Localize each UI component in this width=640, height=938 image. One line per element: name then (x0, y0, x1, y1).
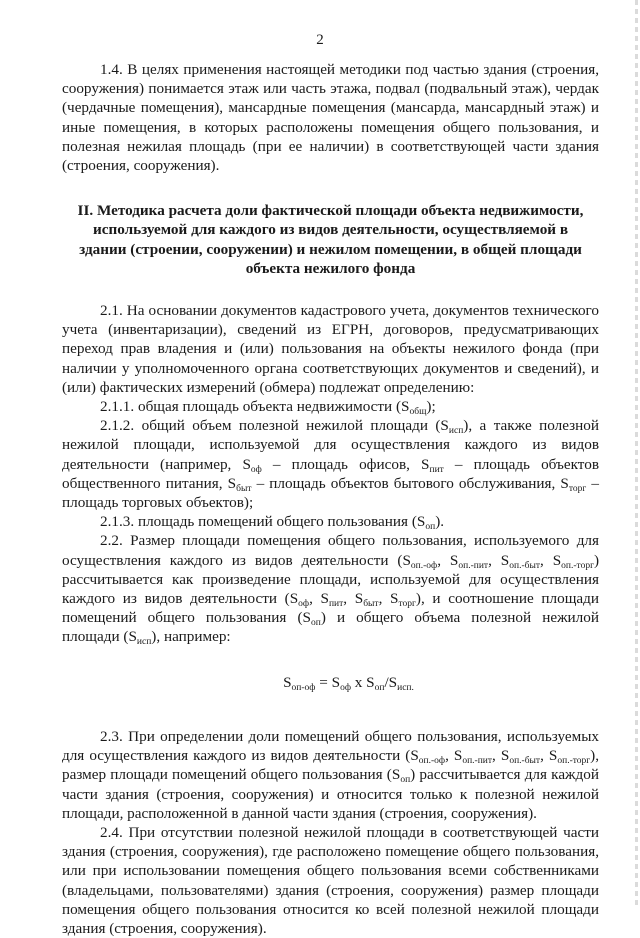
paragraph-2-2: 2.2. Размер площади помещения общего пользования, используемого для осуществления каждого из видов деятельности ($S_{оп.-оф}$, $S_{оп.-пит}$, $S_{оп.-быт}$, $S_{оп.-торг}$) рассчитывается как произведение площади, используемой для осуществления каждого из видов деятельности ($S_{оф}$, $S_{пит}$, $S_{быт}$, $S_{торг}$), и соотношение площади помещений общего пользования $(S_{оп})$ и общего объема полезной нежилой площади $(S_{исп})$, например: (62, 532, 600, 648)
paragraph-2-4: 2.4. При отсутствии полезной нежилой площади в соответствующей части здания (строения, сооружения), где расположено помещение общего пользования, или при использовании помещения общего пользования всеми собственниками (владельцами, пользователями) здания (строения, сооружения) размер площади помещения общего пользования относится ко всей полезной нежилой площади здания (строения, сооружения). (62, 823, 599, 937)
paragraph-2-3: 2.3. При определении доли помещений общего пользования, используемых для осуществления каждого из видов деятельности ($S_{оп.-оф}$, $S_{оп.-пит}$, $S_{оп.-быт}$, $S_{оп.-торг}$), размер площади помещений общего пользования $(S_{оп})$ рассчитывается для каждой части здания (строения, сооружения) и относится только к полезной нежилой площади, расположенной в данной части здания (строения, сооружения). (62, 727, 600, 822)
scan-edge (635, 0, 638, 905)
paragraph-1-4: 1.4. В целях применения настоящей методики под частью здания (строения, сооружения) понимается этаж или часть этажа, подвал (подвальный этаж), чердак (чердачные помещения), мансардные помещения (мансарда, мансардный этаж) и иные помещения, в которых расположены помещения общего пользования, и полезная нежилая площадь (при ее наличии) в соответствующей части здания (строения, сооружения). (62, 61, 599, 175)
page-number: 2 (316, 32, 324, 48)
document-body (62, 60, 599, 938)
paragraph-2-1-1: 2.1.1. общая площадь объекта недвижимости $(S_{общ})$; (100, 398, 436, 418)
paragraph-2-1-3: 2.1.3. площадь помещений общего пользования $(S_{оп})$. (100, 513, 445, 533)
paragraph-2-1: 2.1. На основании документов кадастрового учета, документов технического учета (инвентаризации), сведений из ЕГРН, договоров, предусматривающих переход прав владения и (или) пользования на объекты нежилого фонда (при наличии у уполномоченного органа соответствующих документов и сведений), и (или) фактических измерений (обмера) подлежат определению: (62, 302, 599, 396)
paragraph-2-1-2: 2.1.2. общий объем полезной нежилой площади $(S_{исп})$, а также полезной нежилой площади, используемой для осуществления каждого из видов деятельности (например, $S_{оф}$ – площадь офисов, $S_{пит}$ – площадь объектов общественного питания, $S_{быт}$ – площадь объектов бытового обслуживания, $S_{торг}$ – площадь торговых объектов); (62, 417, 599, 512)
formula: $S_{оп-оф} = S_{оф}$ x $S_{оп}/S_{исп.}$ (283, 673, 414, 693)
section-title: II. Методика расчета доли фактической площади объекта недвижимости, используемой для каждого из видов деятельности, осуществляемой в здании (строении, сооружении) и нежилом помещении, в общей площади объекта нежилого фонда (77, 202, 584, 277)
